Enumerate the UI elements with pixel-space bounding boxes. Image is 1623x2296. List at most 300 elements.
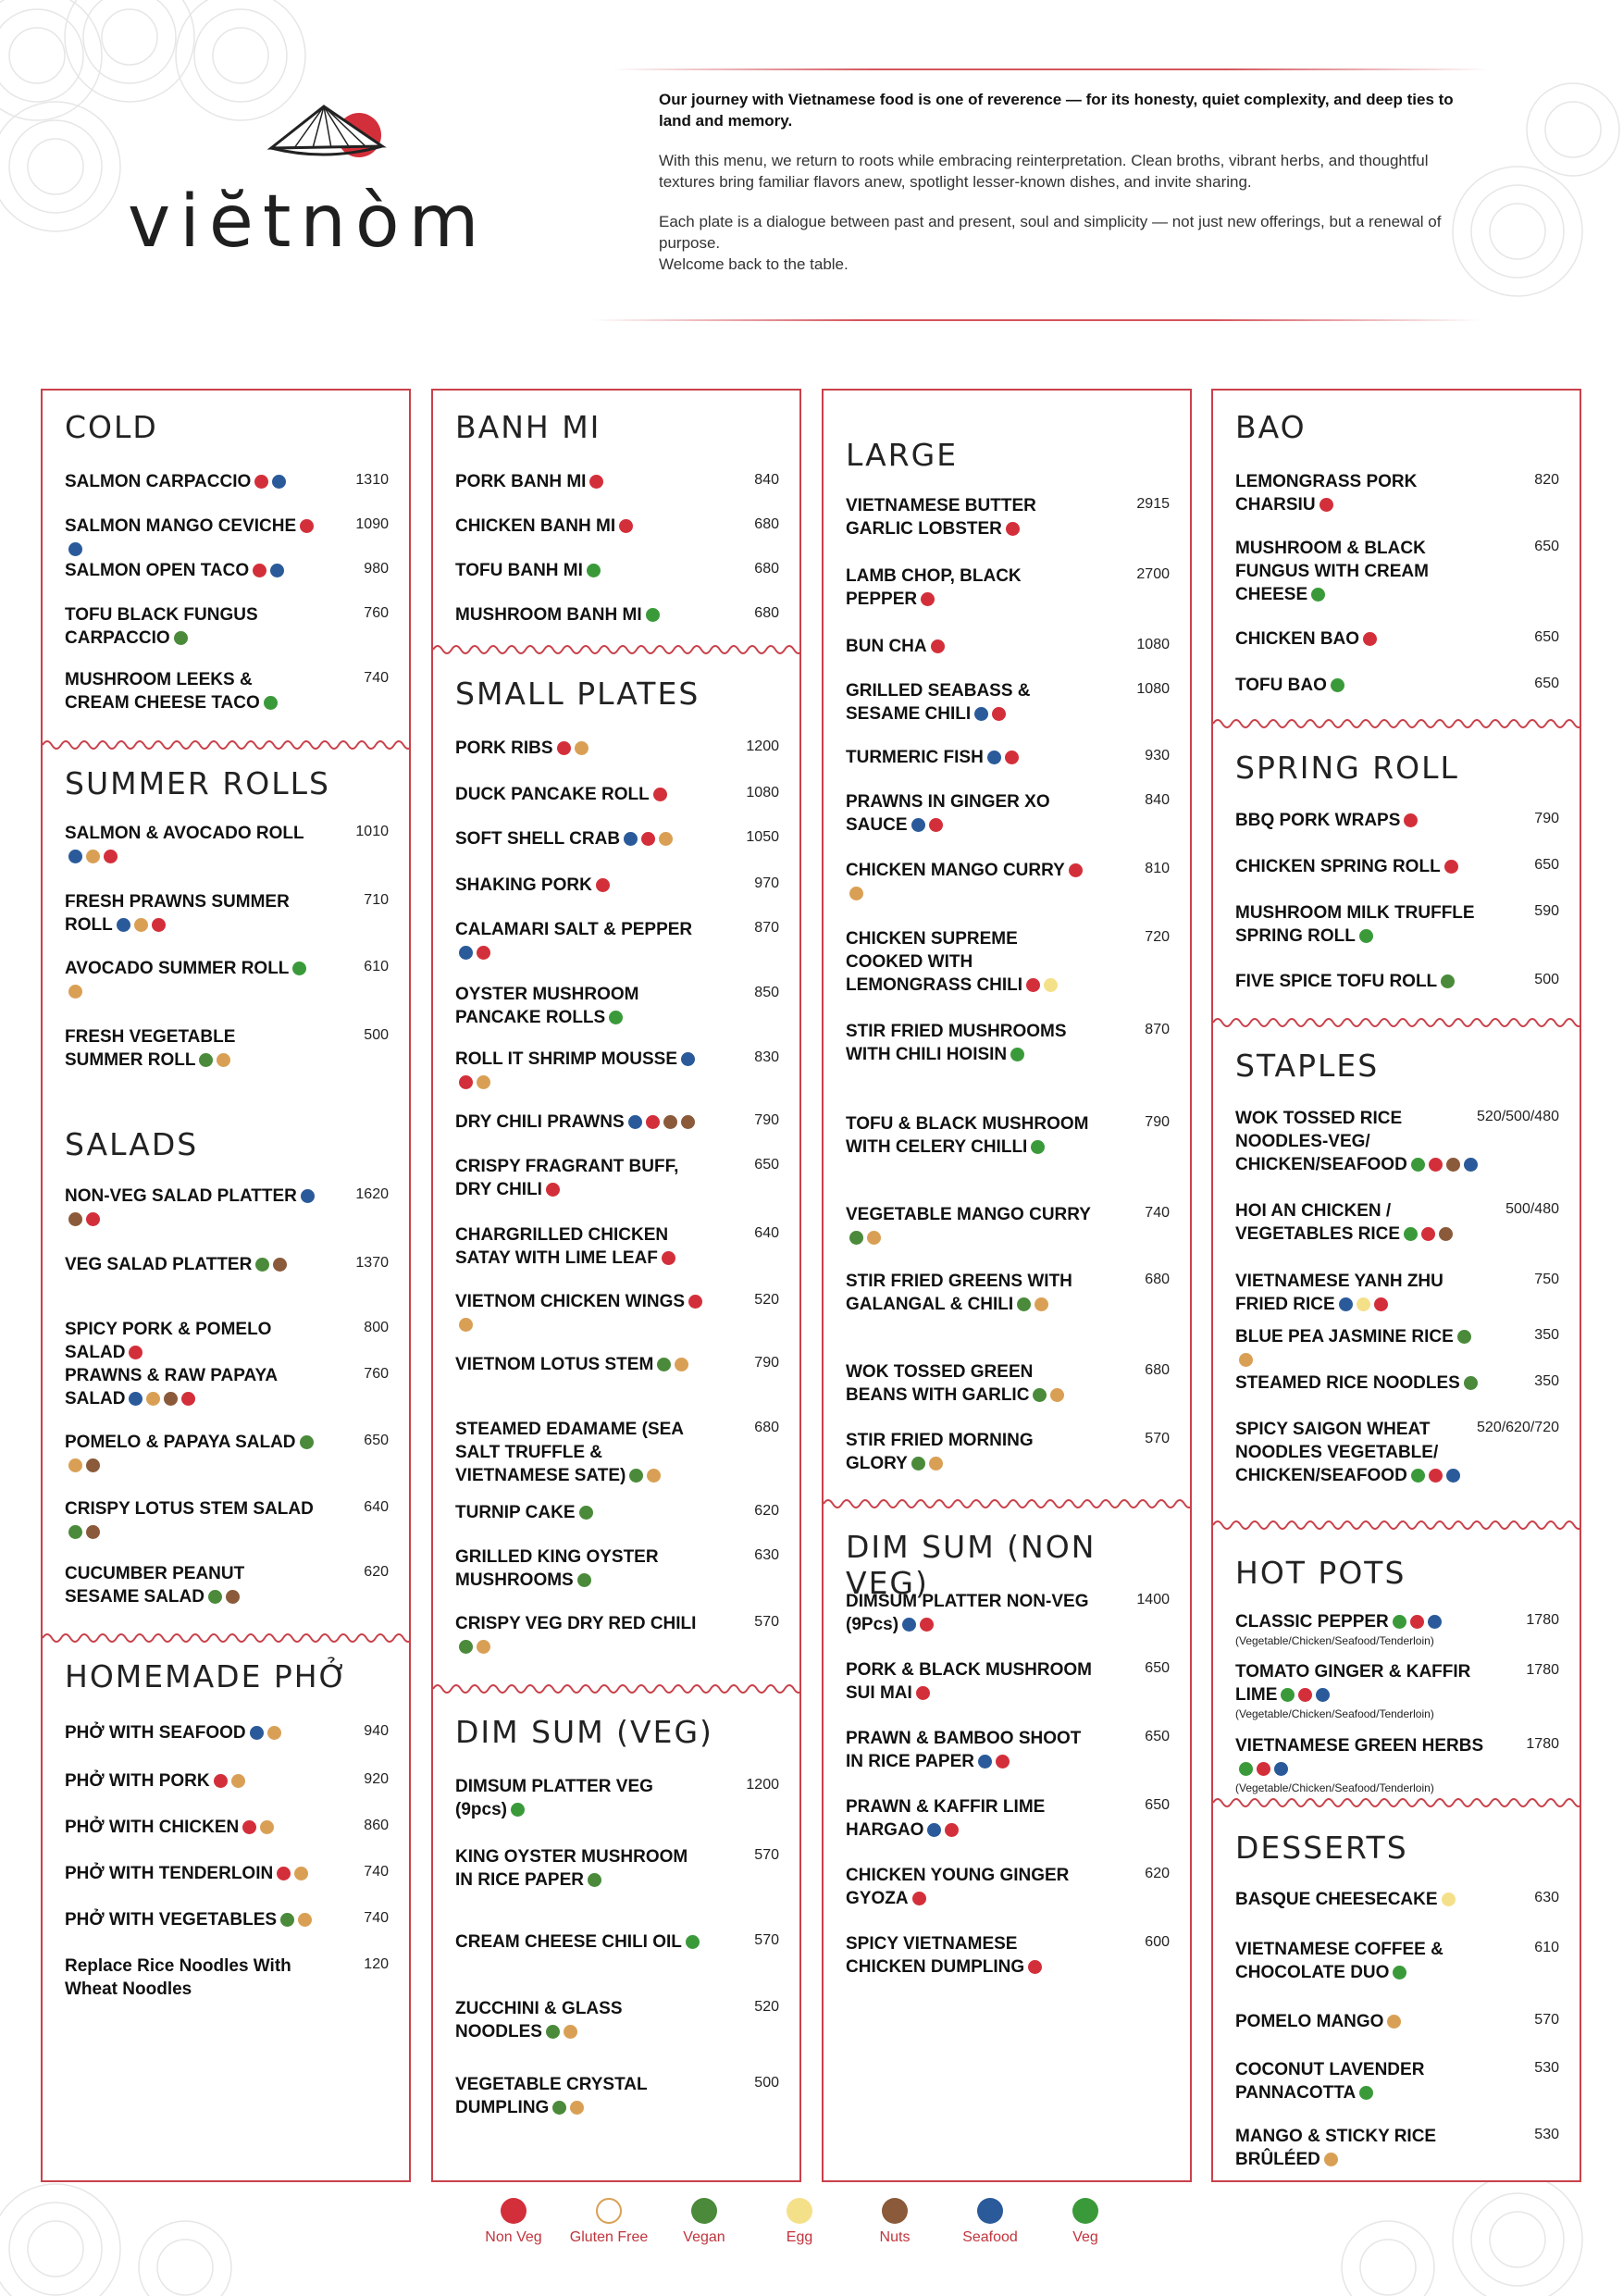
diet-marker-icon (974, 707, 988, 721)
menu-item (846, 746, 1170, 769)
item-name: FRESH PRAWNS SUMMER ROLL (65, 892, 290, 935)
menu-item (65, 822, 389, 868)
section-title-summer: SUMMER ROLLS (65, 765, 330, 801)
item-price: 640 (364, 1499, 389, 1515)
item-name: MANGO & STICKY RICE BRÛLÉED (1235, 2127, 1437, 2169)
menu-item (65, 559, 389, 582)
diet-marker-icon (579, 1506, 593, 1520)
item-name: HOI AN CHICKEN / VEGETABLES RICE (1235, 1199, 1485, 1246)
diet-marker-icon (1442, 1893, 1456, 1906)
diet-marker-icon (992, 707, 1006, 721)
diet-marker-icon (641, 832, 655, 846)
section-title-pho: HOMEMADE PHỞ (65, 1658, 349, 1694)
brand-name: viĕtnòm (128, 180, 489, 264)
diet-marker-icon (1050, 1388, 1064, 1402)
diet-marker-icon (1033, 1388, 1047, 1402)
item-name: CRISPY LOTUS STEM SALAD (65, 1497, 315, 1544)
diet-marker-icon (250, 1726, 264, 1740)
item-name: PRAWNS & RAW PAPAYA SALAD (65, 1366, 278, 1409)
item-name: CALAMARI SALT & PEPPER (455, 918, 705, 964)
item-name: COCONUT LAVENDER PANNACOTTA (1235, 2060, 1425, 2103)
diet-marker-icon (1441, 974, 1455, 988)
diet-marker-icon (1069, 863, 1083, 877)
item-name: PHỞ WITH CHICKEN (65, 1816, 315, 1839)
item-price: 520 (754, 1292, 779, 1308)
diet-marker-icon (231, 1774, 245, 1788)
menu-item (1235, 855, 1559, 878)
item-price: 870 (1145, 1022, 1170, 1037)
item-name: VIETNAMESE BUTTER GARLIC LOBSTER (846, 496, 1036, 539)
diet-marker-icon (1428, 1615, 1442, 1629)
menu-item (846, 679, 1170, 726)
item-price: 790 (754, 1112, 779, 1128)
item-price: 1370 (355, 1255, 389, 1271)
item-price: 530 (1534, 2060, 1559, 2076)
item-price: 920 (364, 1771, 389, 1787)
diet-marker-icon (987, 751, 1001, 764)
item-price: 1080 (1136, 637, 1170, 652)
legend-item (939, 2198, 1041, 2246)
diet-marker-icon (688, 1295, 702, 1309)
item-name: VIETNAMESE GREEN HERBS (1235, 1734, 1485, 1781)
diet-marker-icon (1446, 1158, 1460, 1172)
menu-item (65, 668, 389, 714)
diet-marker-icon (916, 1686, 930, 1700)
diet-marker-icon (552, 2101, 566, 2115)
diet-marker-icon (1006, 522, 1020, 536)
menu-item (846, 1795, 1170, 1842)
diet-marker-icon (117, 918, 130, 932)
legend-item (844, 2198, 946, 2246)
item-price: 1050 (746, 829, 779, 845)
menu-item (65, 1862, 389, 1885)
diet-marker-icon (1274, 1762, 1288, 1776)
menu-item (1235, 2010, 1559, 2033)
diet-marker-icon (270, 564, 284, 577)
item-name: CHICKEN BANH MI (455, 515, 705, 538)
diet-marker-icon (1026, 978, 1040, 992)
menu-item (1235, 1325, 1559, 1371)
diet-marker-icon (557, 741, 571, 755)
diet-marker-icon (1324, 2153, 1338, 2166)
item-price: 620 (1145, 1866, 1170, 1881)
diet-marker-icon (217, 1053, 230, 1067)
diet-marker-icon (68, 985, 82, 999)
section-title-desserts: DESSERTS (1235, 1830, 1408, 1866)
item-name: BBQ PORK WRAPS (1235, 809, 1485, 832)
wave-divider (433, 642, 799, 657)
item-price: 870 (754, 920, 779, 936)
diet-marker-icon (589, 475, 603, 489)
legend-label: Egg (786, 2229, 813, 2245)
diet-marker-icon (596, 878, 610, 892)
menu-item (846, 1658, 1170, 1705)
item-name: TOFU BLACK FUNGUS CARPACCIO (65, 605, 258, 648)
item-name: STIR FRIED MUSHROOMS WITH CHILI HOISIN (846, 1022, 1067, 1064)
item-name: TOFU BANH MI (455, 559, 705, 582)
diet-marker-icon (1363, 632, 1377, 646)
item-name: CHICKEN YOUNG GINGER GYOZA (846, 1866, 1070, 1908)
diet-marker-icon (254, 475, 268, 489)
menu-item (65, 957, 389, 1003)
item-name: SPICY SAIGON WHEAT NOODLES VEGETABLE/ CHICKEN/SEAFOOD (1235, 1418, 1485, 1487)
diet-marker-icon (927, 1823, 941, 1837)
item-name: GRILLED SEABASS & SESAME CHILI (846, 681, 1031, 724)
item-price: 930 (1145, 748, 1170, 763)
item-name: PHỞ WITH PORK (65, 1769, 315, 1793)
diet-marker-icon (1464, 1376, 1478, 1390)
menu-item (1235, 2125, 1559, 2171)
menu-item (846, 1203, 1170, 1249)
item-name: SALMON & AVOCADO ROLL (65, 822, 315, 868)
diet-marker-icon (996, 1755, 1010, 1769)
menu-item (65, 515, 389, 561)
menu-item (1235, 970, 1559, 993)
diet-marker-icon (912, 1892, 926, 1905)
item-price: 610 (364, 959, 389, 974)
item-price: 1090 (355, 516, 389, 532)
item-price: 350 (1534, 1373, 1559, 1389)
menu-item (1235, 1418, 1559, 1487)
menu-item (455, 1997, 779, 2043)
legend-label: Gluten Free (569, 2229, 649, 2245)
diet-marker-icon (575, 741, 588, 755)
menu-item (65, 1253, 389, 1276)
diet-marker-icon (686, 1935, 700, 1949)
section-title-spring: SPRING ROLL (1235, 750, 1459, 786)
item-name: TOFU & BLACK MUSHROOM WITH CELERY CHILLI (846, 1114, 1089, 1157)
section-title-bao: BAO (1235, 409, 1307, 445)
diet-marker-icon (662, 1251, 675, 1265)
item-name: PORK RIBS (455, 737, 705, 760)
item-name: TOMATO GINGER & KAFFIR LIME (1235, 1662, 1471, 1705)
item-name: STEAMED RICE NOODLES (1235, 1371, 1485, 1395)
diet-marker-icon (214, 1774, 228, 1788)
diet-marker-icon (459, 1075, 473, 1089)
menu-item (455, 1612, 779, 1658)
diet-marker-icon (273, 1258, 287, 1272)
item-name: WOK TOSSED GREEN BEANS WITH GARLIC (846, 1360, 1096, 1407)
diet-marker-icon (86, 1458, 100, 1472)
item-name: VEG SALAD PLATTER (65, 1253, 315, 1276)
diet-marker-icon (226, 1590, 240, 1604)
menu-item (846, 1864, 1170, 1910)
diet-marker-icon (1429, 1158, 1443, 1172)
item-price: 820 (1534, 472, 1559, 488)
menu-item (1235, 1107, 1559, 1176)
menu-item (455, 1545, 779, 1592)
item-name: SALMON OPEN TACO (65, 559, 315, 582)
diet-marker-icon (1028, 1960, 1042, 1974)
intro-paragraph: Welcome back to the table. (659, 255, 849, 273)
item-price: 570 (1145, 1431, 1170, 1446)
menu-item (455, 737, 779, 760)
item-price: 650 (1145, 1660, 1170, 1676)
item-price: 500 (1534, 972, 1559, 987)
menu-item (846, 494, 1170, 540)
menu-item (846, 1360, 1170, 1407)
item-name: VIETNOM CHICKEN WINGS (455, 1290, 705, 1336)
menu-item (455, 1223, 779, 1270)
diet-marker-icon (1404, 1227, 1418, 1241)
diet-marker-icon (921, 592, 935, 606)
item-price: 570 (754, 1932, 779, 1948)
diet-marker-icon (477, 946, 490, 960)
hotpot-note: (Vegetable/Chicken/Seafood/Tenderloin) (1235, 1634, 1434, 1647)
item-name: DUCK PANCAKE ROLL (455, 783, 705, 806)
menu-item (1235, 1610, 1559, 1648)
item-name: BASQUE CHEESECAKE (1235, 1888, 1485, 1911)
menu-item (455, 874, 779, 897)
menu-item (1235, 1199, 1559, 1246)
item-price: 680 (1145, 1272, 1170, 1287)
menu-item (455, 470, 779, 493)
item-name: POMELO & PAPAYA SALAD (65, 1431, 315, 1477)
menu-item (1235, 1888, 1559, 1911)
menu-item (455, 1048, 779, 1094)
item-price: 710 (364, 892, 389, 908)
menu-item (1235, 537, 1559, 606)
item-price: 630 (1534, 1890, 1559, 1905)
diet-marker-icon (849, 1231, 863, 1245)
diet-marker-icon (1357, 1297, 1370, 1311)
menu-item (846, 927, 1170, 997)
menu-column-3 (822, 389, 1192, 2182)
menu-item (1235, 2058, 1559, 2104)
menu-item (1235, 674, 1559, 697)
item-name: ROLL IT SHRIMP MOUSSE (455, 1048, 705, 1094)
menu-item (455, 559, 779, 582)
item-price: 760 (364, 1366, 389, 1382)
diet-marker-icon (280, 1913, 294, 1927)
diet-marker-icon (681, 1115, 695, 1129)
diet-marker-icon (255, 1258, 269, 1272)
menu-column-4 (1211, 389, 1581, 2182)
item-name: PHỞ WITH VEGETABLES (65, 1908, 315, 1931)
divider (592, 319, 1481, 321)
menu-item (65, 1497, 389, 1544)
diet-marker-icon (1319, 498, 1333, 512)
menu-item (455, 918, 779, 964)
section-title-staples: STAPLES (1235, 1048, 1380, 1084)
item-name: VIETNAMESE COFFEE & CHOCOLATE DUO (1235, 1940, 1443, 1982)
item-price: 1200 (746, 1777, 779, 1793)
legend-label: Nuts (879, 2229, 911, 2245)
diet-marker-icon (1239, 1353, 1253, 1367)
diet-marker-icon (577, 1573, 591, 1587)
item-price: 500 (754, 2075, 779, 2091)
menu-item (455, 1930, 779, 1954)
item-name: CREAM CHEESE CHILI OIL (455, 1930, 705, 1954)
diet-marker-icon (1316, 1688, 1330, 1702)
diet-marker-icon (929, 1457, 943, 1471)
menu-column-1 (41, 389, 411, 2182)
wave-divider (1213, 1518, 1580, 1533)
section-title-dimnon: DIM SUM (NON VEG) (846, 1529, 1096, 1601)
item-name: VIETNAMESE YANH ZHU FRIED RICE (1235, 1272, 1443, 1314)
diet-marker-icon (1429, 1469, 1443, 1483)
menu-item (455, 515, 779, 538)
diet-marker-icon (647, 1469, 661, 1483)
diet-marker-icon (619, 519, 633, 533)
item-name: CHICKEN SPRING ROLL (1235, 855, 1485, 878)
diet-marker-icon (628, 1115, 642, 1129)
item-price: 1010 (355, 824, 389, 839)
item-name: MUSHROOM & BLACK FUNGUS WITH CREAM CHEESE (1235, 539, 1429, 604)
menu-item (1235, 809, 1559, 832)
diet-marker-icon (199, 1053, 213, 1067)
item-name: PHỞ WITH SEAFOOD (65, 1721, 315, 1744)
legend-label: Seafood (962, 2229, 1018, 2245)
section-title-cold: COLD (65, 409, 158, 445)
item-name: BUN CHA (846, 635, 1096, 658)
diet-marker-icon (1421, 1227, 1435, 1241)
menu-item (65, 1185, 389, 1231)
item-price: 840 (754, 472, 779, 488)
menu-item (1235, 1371, 1559, 1395)
item-name: OYSTER MUSHROOM PANCAKE ROLLS (455, 985, 639, 1027)
diet-marker-icon (657, 1358, 671, 1371)
legend-item (558, 2198, 660, 2246)
menu-item (455, 1353, 779, 1376)
menu-item (846, 1590, 1170, 1636)
item-name: POMELO MANGO (1235, 2010, 1485, 2033)
item-name: BLUE PEA JASMINE RICE (1235, 1325, 1485, 1371)
item-price: 630 (754, 1547, 779, 1563)
non-veg-icon (501, 2198, 527, 2224)
item-name: PRAWNS IN GINGER XO SAUCE (846, 792, 1050, 835)
legend-item (653, 2198, 755, 2246)
diet-marker-icon (1387, 2015, 1401, 2029)
diet-marker-icon (459, 1318, 473, 1332)
diet-marker-icon (945, 1823, 959, 1837)
diet-marker-icon (277, 1867, 291, 1880)
menu-item (846, 565, 1170, 611)
item-price: 650 (1534, 676, 1559, 691)
diet-marker-icon (298, 1913, 312, 1927)
item-price: 800 (364, 1320, 389, 1335)
item-price: 790 (1145, 1114, 1170, 1130)
diet-marker-icon (129, 1346, 142, 1359)
diet-marker-icon (902, 1618, 916, 1632)
legend-label: Non Veg (485, 2229, 542, 2245)
menu-item (65, 470, 389, 493)
item-price: 740 (364, 1910, 389, 1926)
conical-hat-icon (266, 93, 387, 167)
diet-marker-icon (929, 818, 943, 832)
diet-marker-icon (653, 788, 667, 801)
item-name: PHỞ WITH TENDERLOIN (65, 1862, 315, 1885)
diet-marker-icon (1035, 1297, 1048, 1311)
item-name: KING OYSTER MUSHROOM IN RICE PAPER (455, 1847, 688, 1890)
menu-item (455, 1290, 779, 1336)
menu-item (1235, 470, 1559, 516)
item-name: CHICKEN SUPREME COOKED WITH LEMONGRASS CHILI (846, 927, 1096, 997)
item-name: TURNIP CAKE (455, 1501, 705, 1524)
menu-item (65, 1562, 389, 1608)
diet-marker-icon (1439, 1227, 1453, 1241)
diet-marker-icon (1410, 1615, 1424, 1629)
menu-item (846, 1727, 1170, 1773)
item-price: 750 (1534, 1272, 1559, 1287)
item-price: 610 (1534, 1940, 1559, 1955)
diet-marker-icon (1339, 1297, 1353, 1311)
menu-item (1235, 1660, 1559, 1721)
diet-marker-icon (300, 519, 314, 533)
item-price: 1780 (1526, 1612, 1559, 1628)
item-price: 850 (754, 985, 779, 1000)
diet-marker-icon (911, 818, 925, 832)
item-price: 680 (754, 561, 779, 577)
wave-divider (1213, 1795, 1580, 1810)
item-name: CHICKEN MANGO CURRY (846, 859, 1096, 905)
legend-label: Veg (1072, 2229, 1098, 2245)
diet-marker-icon (260, 1820, 274, 1834)
diet-marker-icon (1411, 1158, 1425, 1172)
menu-item (65, 1955, 389, 2001)
menu-item (65, 1025, 389, 1072)
diet-marker-icon (134, 918, 148, 932)
item-price: 1400 (1136, 1592, 1170, 1607)
legend-item (749, 2198, 850, 2246)
diet-marker-icon (68, 1458, 82, 1472)
item-name: MUSHROOM MILK TRUFFLE SPRING ROLL (1235, 903, 1475, 946)
item-name: PRAWN & BAMBOO SHOOT IN RICE PAPER (846, 1729, 1082, 1771)
menu-item (846, 790, 1170, 837)
diet-marker-icon (459, 946, 473, 960)
section-title-banhmi: BANH MI (455, 409, 601, 445)
item-name: STEAMED EDAMAME (SEA SALT TRUFFLE & VIETNAMESE SATE) (455, 1420, 684, 1485)
diet-marker-icon (272, 475, 286, 489)
item-name: CHICKEN BAO (1235, 627, 1485, 651)
item-price: 650 (1145, 1797, 1170, 1813)
item-price: 680 (754, 516, 779, 532)
diet-marker-icon (629, 1469, 643, 1483)
diet-marker-icon (681, 1052, 695, 1066)
gluten-free-icon (596, 2198, 622, 2224)
diet-marker-icon (1017, 1297, 1031, 1311)
egg-icon (787, 2198, 812, 2224)
diet-marker-icon (253, 564, 266, 577)
diet-marker-icon (920, 1618, 934, 1632)
menu-item (455, 2073, 779, 2119)
diet-marker-icon (659, 832, 673, 846)
diet-marker-icon (1239, 1762, 1253, 1776)
wave-divider (1213, 716, 1580, 731)
intro-paragraph: Each plate is a dialogue between past and present, soul and simplicity — not just new offerings, but a renewal of purpose. (659, 213, 1442, 252)
menu-column-2 (431, 389, 801, 2182)
item-price: 650 (1145, 1729, 1170, 1744)
item-name: CHARGRILLED CHICKEN SATAY WITH LIME LEAF (455, 1223, 705, 1270)
diet-marker-icon (1010, 1048, 1024, 1061)
menu-item (455, 1775, 779, 1821)
item-price: 600 (1145, 1934, 1170, 1950)
menu-item (455, 783, 779, 806)
section-title-salads: SALADS (65, 1126, 199, 1162)
diet-marker-icon (1311, 588, 1325, 602)
menu-item (65, 1769, 389, 1793)
item-price: 680 (1145, 1362, 1170, 1378)
diet-marker-icon (849, 887, 863, 900)
diet-marker-icon (546, 1183, 560, 1197)
legend-item (463, 2198, 564, 2246)
item-price: 790 (1534, 811, 1559, 826)
item-price: 790 (754, 1355, 779, 1371)
diet-marker-icon (152, 918, 166, 932)
intro-text (659, 89, 1455, 293)
item-price: 2700 (1136, 566, 1170, 582)
diet-marker-icon (86, 1212, 100, 1226)
